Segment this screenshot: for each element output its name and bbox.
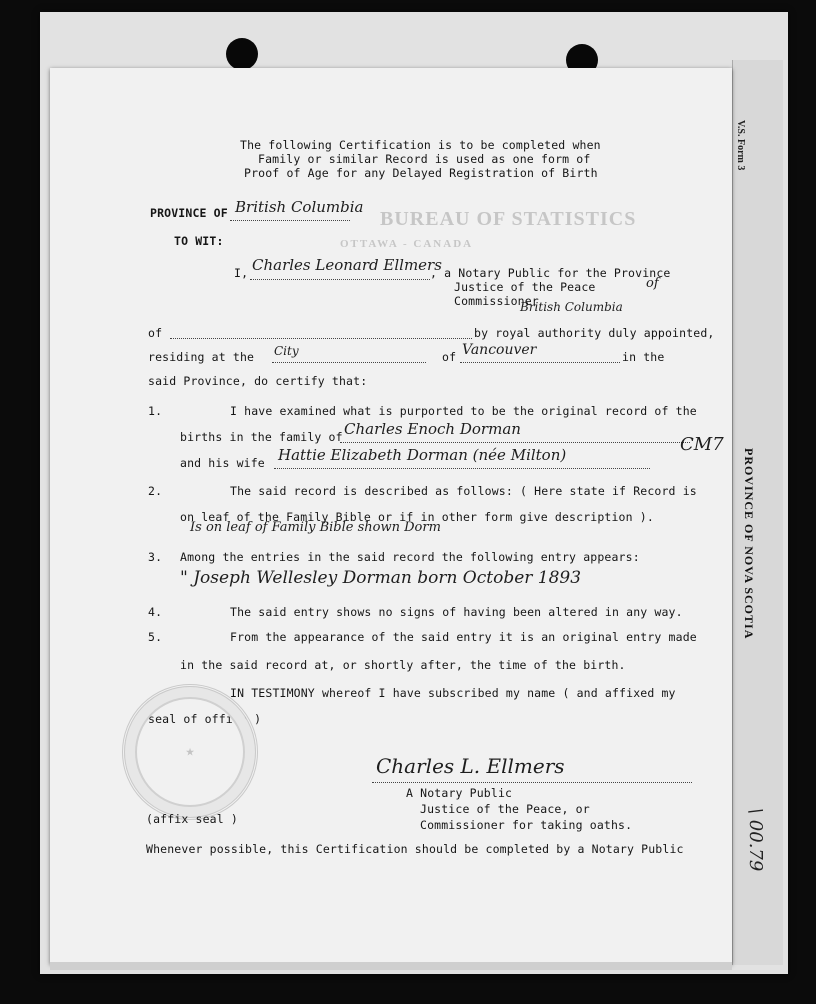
residing-of-label: of [442, 350, 457, 364]
to-wit-label: TO WIT: [174, 234, 224, 248]
signature: Charles L. Ellmers [376, 754, 565, 778]
province-vertical-label: PROVINCE OF NOVA SCOTIA [742, 448, 756, 640]
appointment-text: by royal authority duly appointed, [474, 326, 715, 340]
signature-title-1: A Notary Public [406, 786, 513, 800]
father-dotted-line [340, 442, 690, 443]
notary-alt-commissioner: Commissioner [454, 294, 539, 308]
header-line-3: Proof of Age for any Delayed Registration of Birth [244, 166, 598, 180]
testimony-line-2: seal of office ) [148, 712, 262, 726]
item-1-line-1: I have examined what is purported to be the original record of the [230, 404, 697, 418]
province-dotted-line [230, 220, 350, 221]
notary-seal-embossed [122, 684, 258, 820]
margin-note: CM7 [680, 434, 724, 455]
form-number: V.S. Form 3 [735, 120, 746, 171]
item-2-line-1: The said record is described as follows: ( Here state if Record is [230, 484, 697, 498]
of-label: of [148, 326, 163, 340]
record-description: Is on leaf of Family Bible shown Dorm [190, 520, 441, 535]
notary-name: Charles Leonard Ellmers [252, 256, 442, 274]
residing-type-dotted-line [272, 362, 426, 363]
seal-emblem: ★ [185, 746, 195, 757]
side-handwritten-note: \ 00.79 [745, 808, 766, 872]
residing-place: Vancouver [462, 342, 537, 358]
item-5-number: 5. [148, 630, 163, 644]
certify-text: said Province, do certify that: [148, 374, 368, 388]
item-1-births-label: births in the family of [180, 430, 343, 444]
wife-label: and his wife [180, 456, 265, 470]
of-dotted-line [170, 338, 472, 339]
signature-title-2: Justice of the Peace, or [420, 802, 590, 816]
notary-alt-justice: Justice of the Peace [454, 280, 596, 294]
item-2-line-2: on leaf of the Family Bible or if in other form give description ). [180, 510, 654, 524]
residing-suffix: in the [622, 350, 665, 364]
residing-label: residing at the [148, 350, 255, 364]
footer-note: Whenever possible, this Certification should be completed by a Notary Public [146, 842, 684, 856]
item-2-number: 2. [148, 484, 163, 498]
residing-place-dotted-line [460, 362, 620, 363]
item-3-number: 3. [148, 550, 163, 564]
signature-dotted-line [372, 782, 692, 783]
notary-prefix: I, [234, 266, 249, 280]
father-name: Charles Enoch Dorman [344, 420, 521, 438]
watermark-bureau: BUREAU OF STATISTICS [380, 208, 637, 230]
punch-hole-left [226, 38, 258, 70]
certification-page [50, 68, 732, 964]
testimony-line-1: IN TESTIMONY whereof I have subscribed my name ( and affixed my [230, 686, 676, 700]
notary-region-handwritten: British Columbia [520, 300, 623, 314]
notary-title: , a Notary Public for the Province [430, 266, 671, 280]
mother-dotted-line [274, 468, 650, 469]
notary-name-dotted-line [250, 279, 430, 280]
item-4-text: The said entry shows no signs of having been altered in any way. [230, 605, 683, 619]
province-label: PROVINCE OF [150, 206, 228, 220]
signature-title-3: Commissioner for taking oaths. [420, 818, 633, 832]
watermark-location: OTTAWA - CANADA [340, 238, 474, 250]
item-5-line-2: in the said record at, or shortly after, the time of the birth. [180, 658, 626, 672]
notary-of-handwritten: of [646, 276, 659, 291]
item-5-line-1: From the appearance of the said entry it is an original entry made [230, 630, 697, 644]
item-3-line-1: Among the entries in the said record the following entry appears: [180, 550, 640, 564]
item-4-number: 4. [148, 605, 163, 619]
header-line-2: Family or similar Record is used as one form of [258, 152, 591, 166]
mother-name: Hattie Elizabeth Dorman (née Milton) [278, 446, 567, 464]
item-1-number: 1. [148, 404, 163, 418]
bottom-underlying-strip [50, 962, 732, 970]
province-value: British Columbia [235, 198, 364, 216]
residing-place-type: City [274, 344, 299, 358]
affix-seal-note: (affix seal ) [146, 812, 238, 826]
header-line-1: The following Certification is to be completed when [240, 138, 601, 152]
birth-entry: " Joseph Wellesley Dorman born October 1893 [180, 568, 582, 588]
